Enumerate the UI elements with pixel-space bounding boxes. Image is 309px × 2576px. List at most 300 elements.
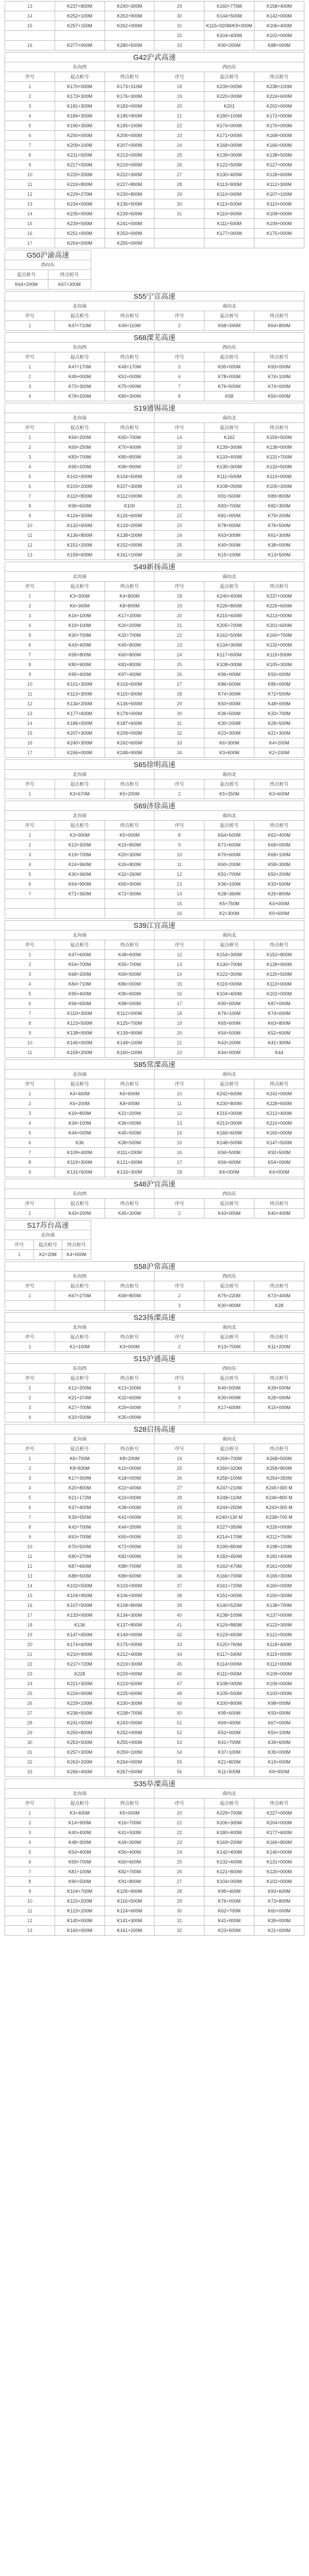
stake-cell: K128+900M [254,960,304,970]
stake-cell: K50+000M [204,699,254,709]
stake-cell: K137+000M [254,1611,304,1620]
row-number: 18 [5,1620,55,1630]
row-number: 6 [5,1857,55,1867]
stake-cell: K190+350M [55,121,105,131]
column-header: 终点桩号 [105,1281,154,1291]
stake-cell: K174+600M [55,1640,105,1650]
table-row [5,1138,304,1148]
row-number: 24 [154,650,204,660]
stake-cell: K19+000M [254,1757,304,1767]
stake-cell: K133+400M [204,452,254,462]
stake-cell: K41+500M [105,1828,154,1838]
stake-cell: K138+500M [254,150,304,160]
column-header: 序号 [5,1799,55,1808]
table-row [5,11,304,21]
table-row [5,1562,304,1571]
table-row [5,1250,91,1260]
stake-cell: K202+000M [254,101,304,111]
row-number: 55 [154,1757,204,1767]
stake-cell: K136+500M [105,699,154,709]
direction-row [5,1364,304,1374]
row-number: 14 [154,1128,204,1138]
stake-cell: K60+800M [105,650,154,660]
direction-label: 东向西 [5,1364,154,1374]
stake-cell: K3+670M [55,789,105,799]
direction-row [5,1070,304,1079]
stake-cell: K8+200M [105,1454,154,1464]
column-header: 序号 [154,1332,204,1342]
stake-cell: K93+600M [254,1887,304,1896]
stake-cell: K73+800M [254,1896,304,1906]
stake-cell: K121+300M [105,1158,154,1167]
table-title: S15沪通高速 [5,1354,304,1364]
row-number: 15 [154,899,204,909]
stake-cell: K110+000M [254,472,304,482]
row-number [154,1413,204,1422]
row-number: 33 [5,1767,55,1777]
stake-cell: K85+000M [254,680,304,689]
stake-cell: K2+200M [254,748,304,758]
stake-cell: K23+300M [204,728,254,738]
stake-cell: K254+000M [55,239,105,248]
column-header: 终点桩号 [105,821,154,831]
row-number: 24 [5,1679,55,1689]
stake-cell: K205+000M [105,131,154,141]
row-number: 52 [154,1728,204,1738]
row-number: 12 [5,699,55,709]
stake-cell: K245+300 M [254,1483,304,1493]
row-number: 21 [154,621,204,631]
direction-label: 南向北 [154,930,304,940]
column-header: 终点桩号 [105,423,154,433]
header-row [5,940,304,950]
stake-cell: K21+172M [55,1493,105,1503]
stake-cell: K139+000M [204,150,254,160]
table-row [5,1748,304,1757]
stake-cell: K16+100M [55,611,105,621]
stake-cell: K221+300M [55,1679,105,1689]
column-header: 序号 [5,1199,55,1209]
row-number: 10 [5,1542,55,1552]
stake-cell: K96+000M [204,670,254,680]
stake-cell: K150+300M [254,1591,304,1601]
row-number: 4 [5,860,55,870]
table-row [5,1640,304,1650]
row-number: 26 [154,1867,204,1877]
column-header: 序号 [5,940,55,950]
direction-row [5,770,304,779]
row-number: 7 [5,1148,55,1158]
direction-row [5,930,304,940]
row-number: 13 [5,550,55,560]
direction-label: 东向西 [5,343,154,352]
stake-cell: K210+900M [55,1650,105,1659]
table-row [5,1403,304,1413]
row-number: 30 [154,199,204,209]
stake-cell: K109+000M [254,219,304,229]
table-row [5,1896,304,1906]
header-row [5,779,304,789]
row-number: 4 [5,979,55,989]
row-number: 5 [5,121,55,131]
table-title-row [5,292,304,301]
stake-cell: K26+800M [105,860,154,870]
stake-cell: K133+300M [105,1167,154,1177]
stake-cell: K3+400M [55,1808,105,1818]
stake-cell: K133+000M [55,1611,105,1620]
stake-cell: K52+000M [204,1728,254,1738]
row-number [5,899,55,909]
table-row [5,660,304,670]
table-row [5,1877,304,1887]
stake-cell: K93+000M [254,362,304,372]
stake-cell: K40+000M [204,1383,254,1393]
table-title: S39江宜高速 [5,921,304,930]
stake-cell: K19+700M [55,850,105,860]
table-title: S19通锡高速 [5,403,304,413]
column-header: 终点桩号 [254,940,304,950]
table-row [5,960,304,970]
highway-table-s15 [5,1353,304,1422]
column-header: 序号 [154,1799,204,1808]
table-row [5,121,304,131]
stake-cell: K49+170M [105,362,154,372]
table-row [5,1838,304,1848]
stake-cell: K23+500M [204,1926,254,1936]
table-row [5,452,304,462]
stake-cell: K111+000M [204,1669,254,1679]
row-number: 28 [5,1718,55,1728]
stake-cell: K35+000M [105,1413,154,1422]
column-header: 序号 [154,1079,204,1089]
stake-cell: K107+300M [105,482,154,492]
table-row [5,650,304,660]
header-row [5,582,304,591]
stake-cell: K76+500M [204,382,254,392]
table-row [5,1867,304,1877]
stake-cell: K32+260M [105,870,154,879]
highway-table-g50 [5,250,91,290]
table-row [5,1532,304,1542]
stake-cell: K68+200M [55,970,105,979]
stake-cell: K25+800M [254,889,304,899]
row-number: 25 [154,540,204,550]
column-header: 终点桩号 [105,1079,154,1089]
stake-cell: K187+600M [105,719,154,728]
row-number: 20 [154,611,204,621]
direction-label: 北向南 [5,301,154,311]
stake-cell: K88+500M [55,1571,105,1581]
column-header: 起点桩号 [5,270,48,280]
stake-cell: K130+400M [204,170,254,180]
stake-cell: K127+000M [254,160,304,170]
stake-cell: K160+775M [204,2,254,11]
stake-cell: K16+700M [105,1818,154,1828]
table-row [5,1767,304,1777]
direction-row [5,301,304,311]
row-number: 17 [154,462,204,472]
stake-cell: K107+500M [55,1601,105,1611]
stake-cell: K3+600M [204,748,254,758]
stake-cell: K8+800M [105,601,154,611]
stake-cell: K253+500M [55,1738,105,1748]
row-number: 23 [154,1838,204,1848]
stake-cell: K36+500M [204,709,254,719]
row-number: 24 [154,1848,204,1857]
stake-cell: K60+200M [204,860,254,870]
table-title: S69济徐高速 [5,801,304,811]
row-number: 13 [5,2,55,11]
table-title: S49新扬高速 [5,562,304,572]
stake-cell: K47+600M [55,950,105,960]
highway-table-s49 [5,562,304,758]
row-number: 43 [154,1640,204,1650]
stake-cell: K213+000M [105,150,154,160]
stake-cell: K236+500M [55,1708,105,1718]
stake-cell: K102+000M [254,31,304,41]
row-number: 8 [154,831,204,840]
row-number: 1 [5,82,55,92]
stake-cell: K102+000M [254,989,304,999]
column-header: 序号 [5,1281,55,1291]
row-number: 7 [5,1513,55,1522]
row-number: 8 [5,150,55,160]
row-number: 6 [154,372,204,382]
stake-cell: K95+000M [204,362,254,372]
stake-cell: K229+700M [204,1808,254,1818]
stake-cell: K20+300M [105,850,154,860]
stake-cell: K49+000M [55,372,105,382]
stake-cell: K90+200M [204,41,254,50]
stake-cell: K72+000M [105,1542,154,1552]
row-number: 36 [154,1571,204,1581]
direction-label: 西向东 [154,1189,304,1199]
row-number: 6 [5,1503,55,1513]
column-header: 终点桩号 [105,1199,154,1209]
table-row [5,1818,304,1828]
row-number: 1 [5,1089,55,1099]
stake-cell: K268+500M [254,1454,304,1464]
stake-cell: K54+500M [204,1028,254,1038]
table-row [5,1542,304,1552]
stake-cell: K122+300M [204,970,254,979]
row-number: 7 [5,1867,55,1877]
header-row [5,1374,304,1383]
table-row [5,989,304,999]
table-row [5,1708,304,1718]
column-header: 起点桩号 [204,1079,254,1089]
row-number: 4 [5,111,55,121]
row-number: 25 [154,1464,204,1473]
stake-cell: K82+700M [105,1867,154,1877]
stake-cell: K71+360M [55,889,105,899]
stake-cell: K64+500M [204,831,254,840]
table-row [5,1848,304,1857]
stake-cell: K128+600M [254,170,304,180]
stake-cell: K132+600M [55,521,105,531]
direction-row [5,413,304,423]
row-number: 23 [5,1669,55,1679]
table-row [5,950,304,960]
stake-cell: K257+150M [55,21,105,31]
stake-cell: K18+000M [105,1473,154,1483]
stake-cell: K250+800M [55,1728,105,1738]
stake-cell: K82+000M [105,1552,154,1562]
stake-cell: K205+700M [204,621,254,631]
column-header: 起点桩号 [204,1281,254,1291]
stake-cell: K20+800M [55,1483,105,1493]
stake-cell: K225+600M [254,601,304,611]
stake-cell: K237+800M [55,2,105,11]
stake-cell: K228+600M [254,1099,304,1109]
stake-cell: K110+000M [204,190,254,199]
stake-cell: K74+300M [204,689,254,699]
column-header: 起点桩号 [204,1199,254,1209]
row-number: 21 [5,1650,55,1659]
table-title: S28启扬高速 [5,1425,304,1434]
stake-cell: K65+600M [204,1019,254,1028]
stake-cell: K119+300M [55,1158,105,1167]
row-number: 22 [154,1048,204,1058]
stake-cell: K235+000M [55,209,105,219]
stake-cell: K115+500M [254,650,304,660]
direction-row [5,1230,91,1240]
row-number: 10 [154,850,204,860]
stake-cell: K111+200M [105,1148,154,1158]
row-number: 11 [5,1552,55,1562]
stake-cell: K69+250M [55,443,105,452]
direction-label: 西向东 [154,62,304,72]
stake-cell: K5+000M [105,1808,154,1818]
stake-cell: K4+400M [55,1089,105,1099]
stake-cell: K130+700M [204,960,254,970]
stake-cell: K19+800M [55,1109,105,1118]
stake-cell: K11+500M [204,1767,254,1777]
table-row [5,1828,304,1838]
table-row [5,1089,304,1099]
row-number: 3 [5,850,55,860]
stake-cell: K110+800M [55,492,105,501]
table-row [5,1887,304,1896]
row-number: 13 [5,1571,55,1581]
stake-cell: K115+000M [204,979,254,989]
table-row [5,141,304,150]
stake-cell: K67+270M [55,1291,105,1301]
highway-table-s68 [5,332,304,401]
stake-cell: K95+600M [204,1708,254,1718]
column-header: 起点桩号 [55,940,105,950]
stake-cell [55,31,105,41]
row-number: 25 [154,1857,204,1867]
stake-cell: K186+000M [55,719,105,728]
row-number: 16 [5,738,55,748]
stake-cell: K253+000M [105,229,154,239]
stake-cell: K140+520M [204,1601,254,1611]
stake-cell: K115+300M [105,689,154,699]
row-number: 8 [5,501,55,511]
stake-cell: K62+700M [204,1906,254,1916]
stake-cell: K238+700M [105,1708,154,1718]
stake-cell: K168+000M [204,141,254,150]
column-header: 终点桩号 [254,1199,304,1209]
stake-cell: K242+600M [204,1089,254,1099]
row-number: 14 [154,889,204,899]
row-number: 32 [154,1926,204,1936]
row-number: 25 [154,660,204,670]
row-number: 2 [5,840,55,850]
column-header: 终点桩号 [254,1444,304,1454]
row-number: 2 [5,443,55,452]
stake-cell: K240+130 M [204,1513,254,1522]
highway-table-s23 [5,1312,304,1352]
row-number: 31 [5,1748,55,1757]
table-row [5,41,304,50]
table-row [5,719,304,728]
column-header: 终点桩号 [48,270,91,280]
row-number: 6 [5,1138,55,1148]
stake-cell [55,909,105,919]
row-number: 1 [5,433,55,443]
stake-cell: K15+800M [105,840,154,850]
highway-table-s17 [5,1220,91,1260]
stake-cell: K104+400M [204,989,254,999]
stake-cell: K43+200M [55,1209,105,1218]
row-number: 19 [154,1019,204,1028]
stake-cell: K81+100M [55,1867,105,1877]
stake-cell: K229+000M [105,1669,154,1679]
table-title: S35阜溧高速 [5,1779,304,1789]
stake-cell [204,239,254,248]
row-number: 2 [154,1209,204,1218]
stake-cell: K39+000M [254,1383,304,1393]
row-number: 1 [5,950,55,960]
row-number: 9 [5,670,55,680]
stake-cell: K110+000M [254,199,304,209]
highway-table-g3-tail [5,1,304,50]
row-number: 46 [154,1669,204,1679]
stake-cell: K241+000M [254,1089,304,1099]
stake-cell: K22+600M [105,1393,154,1403]
stake-cell: K6+300M [204,738,254,748]
row-number: 24 [154,1454,204,1464]
row-number [5,1301,55,1311]
row-number [154,229,204,239]
stake-cell: K65+900M [105,879,154,889]
row-number: 1 [5,789,55,799]
stake-cell: K38+000M [105,1503,154,1513]
stake-cell: K246+000M [55,748,105,758]
header-row [5,1240,91,1250]
stake-cell: K59+700M [55,1857,105,1867]
stake-cell: K21+800M [204,1757,254,1767]
stake-cell: K47+170M [55,362,105,372]
stake-cell: K211+000M [55,150,105,160]
stake-cell [105,909,154,919]
stake-cell: K0+600M [254,909,304,919]
row-number: 6 [5,999,55,1009]
stake-cell: K21+300M [254,728,304,738]
table-row [5,1393,304,1403]
stake-cell: K162 [204,433,254,443]
stake-cell: K21+200M [105,1109,154,1118]
stake-cell: K117+340M [204,1650,254,1659]
stake-cell: K199+850M [204,1542,254,1552]
stake-cell: K22+400M [105,1483,154,1493]
stake-cell: K4+000M [62,1250,91,1260]
stake-cell: K212+700M [254,1532,304,1542]
stake-cell: K42+700M [55,1522,105,1532]
row-number: 9 [5,511,55,521]
